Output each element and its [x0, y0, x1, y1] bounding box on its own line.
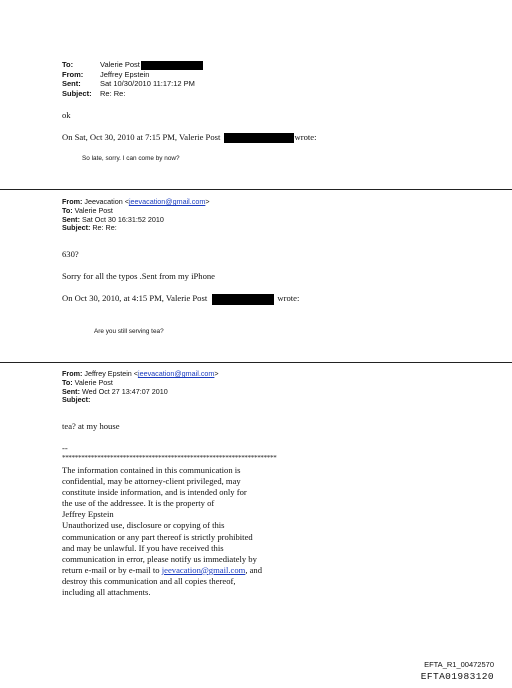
from-value: Jeffrey Epstein <	[84, 369, 138, 378]
disclaimer-line: the use of the addressee. It is the property of	[62, 498, 215, 509]
disclaimer-line: including all attachments.	[62, 587, 151, 598]
redaction-box	[224, 133, 294, 143]
disclaimer-line: Jeffrey Epstein	[62, 509, 114, 520]
email2-body-line1: 630?	[62, 249, 79, 259]
star-divider: *******************************************************************	[62, 454, 277, 462]
from-label: From:	[62, 197, 83, 206]
email1-body: ok	[62, 110, 71, 120]
to-label: To:	[62, 377, 73, 387]
to-value: Valerie Post	[100, 60, 203, 70]
email2-header	[62, 198, 210, 233]
email2-quoted-text: Are you still serving tea?	[94, 328, 164, 335]
disclaimer-line: communication in error, please notify us immediately by	[62, 553, 257, 564]
sent-value: Sat Oct 30 16:31:52 2010	[81, 214, 164, 224]
disclaimer-line: and may be unlawful. If you have received this	[62, 542, 224, 553]
sent-label: Sent:	[62, 79, 81, 89]
disclaimer-line: Unauthorized use, disclosure or copying of this	[62, 520, 225, 531]
bracket: >	[214, 369, 219, 378]
sender-email-link[interactable]: jeevacation@gmail.com	[128, 197, 206, 206]
disclaimer-line: confidential, may be attorney-client privileged, may	[62, 476, 241, 487]
disclaimer-line: The information contained in this communication is	[62, 465, 241, 475]
subject-value: Re: Re:	[100, 88, 126, 98]
signature-dash: --	[62, 443, 68, 453]
separator-line	[0, 362, 512, 363]
email3-body: tea? at my house	[62, 421, 120, 431]
disclaimer-line-with-email: return e-mail or by e-mail to jeevacation@gmail.com, and	[62, 564, 263, 575]
bates-number-small: EFTA_R1_00472570	[424, 660, 494, 669]
confidentiality-disclaimer	[62, 465, 362, 598]
disclaimer-line: communication or any part thereof is strictly prohibited	[62, 531, 253, 542]
email1-quote-intro: On Sat, Oct 30, 2010 at 7:15 PM, Valerie Post wrote:	[62, 132, 317, 142]
subject-label: Subject:	[62, 223, 91, 233]
disclaimer-line: constitute inside information, and is intended only for	[62, 487, 247, 498]
email2-quote-intro: On Oct 30, 2010, at 4:15 PM, Valerie Post wrote:	[62, 293, 300, 303]
email1-header	[62, 60, 203, 98]
bracket: >	[205, 197, 210, 206]
from-value: Jeffrey Epstein	[100, 69, 150, 79]
subject-label: Subject:	[62, 88, 92, 98]
disclaimer-line: destroy this communication and all copies thereof,	[62, 575, 236, 586]
sent-label: Sent:	[62, 214, 80, 224]
sent-value: Sat 10/30/2010 11:17:12 PM	[100, 79, 195, 89]
from-label: From:	[62, 369, 83, 378]
disclaimer-email-link[interactable]: jeevacation@gmail.com	[161, 564, 246, 575]
redaction-box	[141, 61, 203, 70]
email1-quoted-text: So late, sorry. I can come by now?	[82, 155, 180, 162]
to-label: To:	[62, 205, 73, 215]
subject-value: Re: Re:	[92, 223, 117, 233]
to-value: Valerie Post	[74, 377, 113, 387]
sent-value: Wed Oct 27 13:47:07 2010	[81, 386, 168, 396]
sender-email-link[interactable]: jeevacation@gmail.com	[137, 369, 215, 378]
redaction-box	[212, 294, 274, 305]
to-value: Valerie Post	[74, 205, 113, 215]
subject-label: Subject:	[62, 395, 91, 405]
to-label: To:	[62, 60, 74, 69]
separator-line	[0, 189, 512, 190]
email3-header	[62, 370, 219, 405]
from-value: Jeevacation <	[84, 197, 129, 206]
email2-body-line2: Sorry for all the typos .Sent from my iPhone	[62, 271, 216, 281]
from-label: From:	[62, 69, 84, 79]
bates-number-large: EFTA01983120	[420, 671, 494, 682]
sent-label: Sent:	[62, 386, 80, 396]
